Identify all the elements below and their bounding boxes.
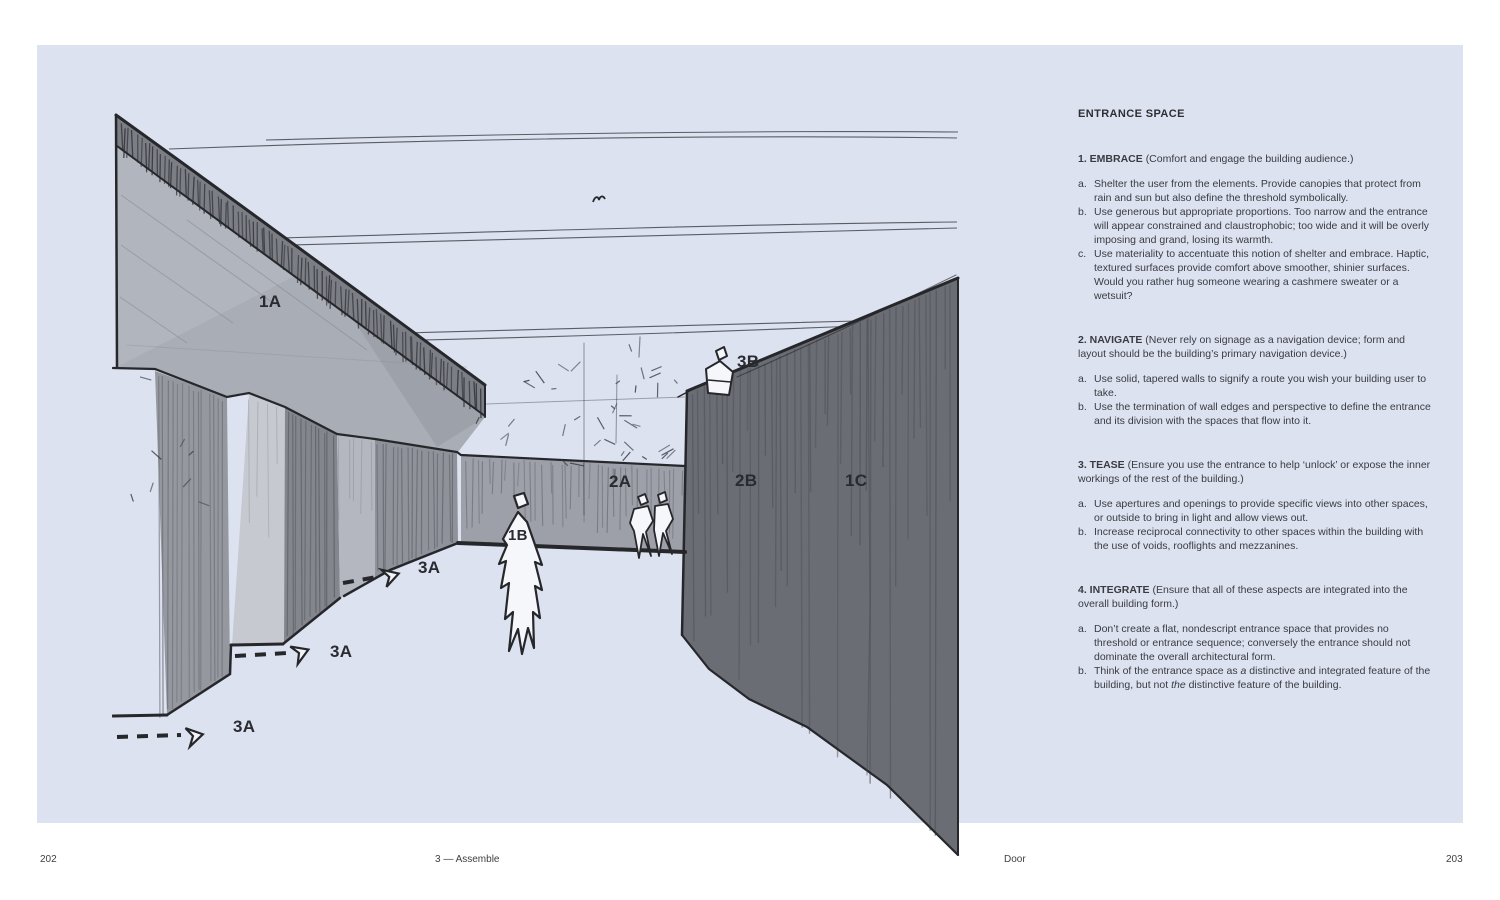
entrance-space-sketch	[112, 111, 960, 859]
left-footer-chapter: 3 — Assemble	[435, 854, 500, 865]
sketch-label-2b: 2B	[735, 471, 758, 490]
article-column	[1078, 107, 1432, 692]
bird-icon	[593, 196, 605, 202]
section-tease	[1078, 458, 1432, 553]
section-heading: 3. TEASE (Ensure you use the entrance to help ‘unlock’ or expose the inner workings of the rest of the building.)	[1078, 459, 1431, 485]
article-title: ENTRANCE SPACE	[1078, 108, 1185, 120]
section-integrate	[1078, 583, 1432, 692]
list-item: b. Increase reciprocal connectivity to other spaces within the building with the use of voids, rooflights and mezzanines.	[1078, 526, 1424, 552]
list-item: a. Use apertures and openings to provide specific views into other spaces, or outside to bring in light and allow views out.	[1078, 498, 1428, 524]
sketch-label-2a: 2A	[609, 472, 632, 491]
list-item: b. Use generous but appropriate proportions. Too narrow and the entrance will appear constrained and claustrophobic; too wide and it will be overly imposing and grand, losing its warmth.	[1078, 206, 1430, 246]
sketch-label-3a-2: 3A	[330, 642, 353, 661]
right-footer-section: Door	[1004, 854, 1026, 865]
list-item: a. Use solid, tapered walls to signify a route you wish your building user to take.	[1078, 373, 1427, 399]
list-item: a. Shelter the user from the elements. Provide canopies that protect from rain and sun but also define the threshold symbolically.	[1078, 178, 1421, 204]
list-item: b. Think of the entrance space as a distinctive and integrated feature of the building, but not the distinctive feature of the building.	[1078, 665, 1431, 691]
list-item: c. Use materiality to accentuate this notion of shelter and embrace. Haptic, textured surfaces provide comfort above smoother, shinier surfaces. Would you rather hug someone wearing a cashmere sweater or a wetsuit?	[1078, 248, 1430, 302]
list-item: a. Don’t create a flat, nondescript entrance space that provides no threshold or entrance sequence; conversely the entrance should not dominate the overall architectural form.	[1078, 623, 1411, 663]
section-heading: 4. INTEGRATE (Ensure that all of these aspects are integrated into the overall building form.)	[1078, 584, 1408, 610]
sketch-label-1b: 1B	[508, 527, 528, 544]
sketch-label-1a: 1A	[259, 292, 282, 311]
left-page-number: 202	[40, 854, 57, 865]
sketch-drawing	[112, 111, 960, 859]
section-navigate	[1078, 333, 1432, 428]
section-embrace	[1078, 152, 1432, 303]
sketch-label-3b: 3B	[737, 352, 760, 371]
right-page-number: 203	[1446, 854, 1463, 865]
sketch-label-3a-3: 3A	[418, 558, 441, 577]
sketch-label-3a-1: 3A	[233, 717, 256, 736]
figure-3b-peering	[706, 347, 733, 395]
section-heading: 1. EMBRACE (Comfort and engage the building audience.)	[1078, 153, 1354, 165]
list-item: b. Use the termination of wall edges and perspective to define the entrance and its division with the spaces that flow into it.	[1078, 401, 1431, 427]
section-heading: 2. NAVIGATE (Never rely on signage as a navigation device; form and layout should be the building’s primary navigation device.)	[1078, 334, 1406, 360]
sketch-label-1c: 1C	[845, 471, 868, 490]
